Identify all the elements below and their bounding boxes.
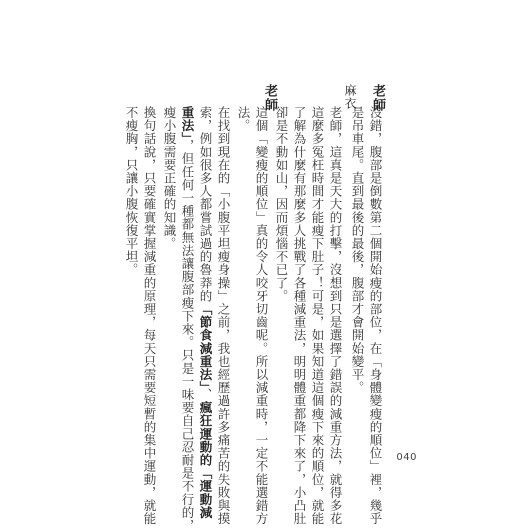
text-column-7: 這個「變瘦的順位」真的令人咬牙切齒呢。所以減重時，一定不能選錯方 [254, 106, 269, 526]
text-column-5: 了解為什麼有那麼多人挑戰了各種減重法，明明體重都降下來了，小凸肚 [292, 106, 307, 526]
text-column-11 [180, 106, 195, 532]
text-column-8: 法。 [236, 106, 251, 133]
text-column-10 [198, 106, 213, 519]
bold-term-diet-method: 「節食減重法」 [198, 302, 213, 388]
text-segment: 、 [198, 387, 213, 402]
speaker-label-teacher: 老師 [370, 84, 385, 112]
text-column-9: 在找到現在的「小腹平坦瘦身操」之前，我也經歷過許多痛苦的失敗與摸 [216, 106, 231, 526]
speaker-label-reader: 麻衣 [343, 84, 357, 110]
text-segment: 索，例如很多人都嘗試過的魯莽的 [198, 106, 213, 303]
text-column-4: 這麼多冤枉時間才能瘦下肚子！可是，如果知道這個瘦下來的順位，就能 [310, 106, 325, 526]
text-column-2: 是吊車尾。直到最後的最後，腹部才會開始變平。 [350, 106, 365, 395]
text-column-14: 不瘦胸，只讓小腹恢復平坦。 [124, 106, 139, 277]
page-number: 040 [396, 452, 417, 463]
bold-term-exercise-method: 瘋狂運動的「運動減 [198, 401, 213, 519]
bold-term-exercise-method-end: 重法」 [180, 106, 195, 140]
speaker-label-teacher-2: 老師 [262, 84, 277, 112]
text-column-13: 換句話說，只要確實掌握減重的原理，每天只需要短暫的集中運動，就能 [142, 106, 157, 526]
text-column-12: 瘦小腹需要正確的知識。 [162, 106, 177, 251]
text-column-3: 老師，這真是天大的打擊，沒想到只是選擇了錯誤的減重方法，就得多花 [328, 106, 343, 526]
text-column-6: 卻是不動如山，因而煩惱不已了。 [274, 106, 289, 303]
text-segment: ，但任何一種都無法讓腹部瘦下來。只是一味要自己忍耐是不行的， [180, 139, 195, 532]
text-column-1: 沒錯，腹部是倒數第二個開始瘦的部位，在「身體變瘦的順位」裡，幾乎 [368, 106, 383, 526]
